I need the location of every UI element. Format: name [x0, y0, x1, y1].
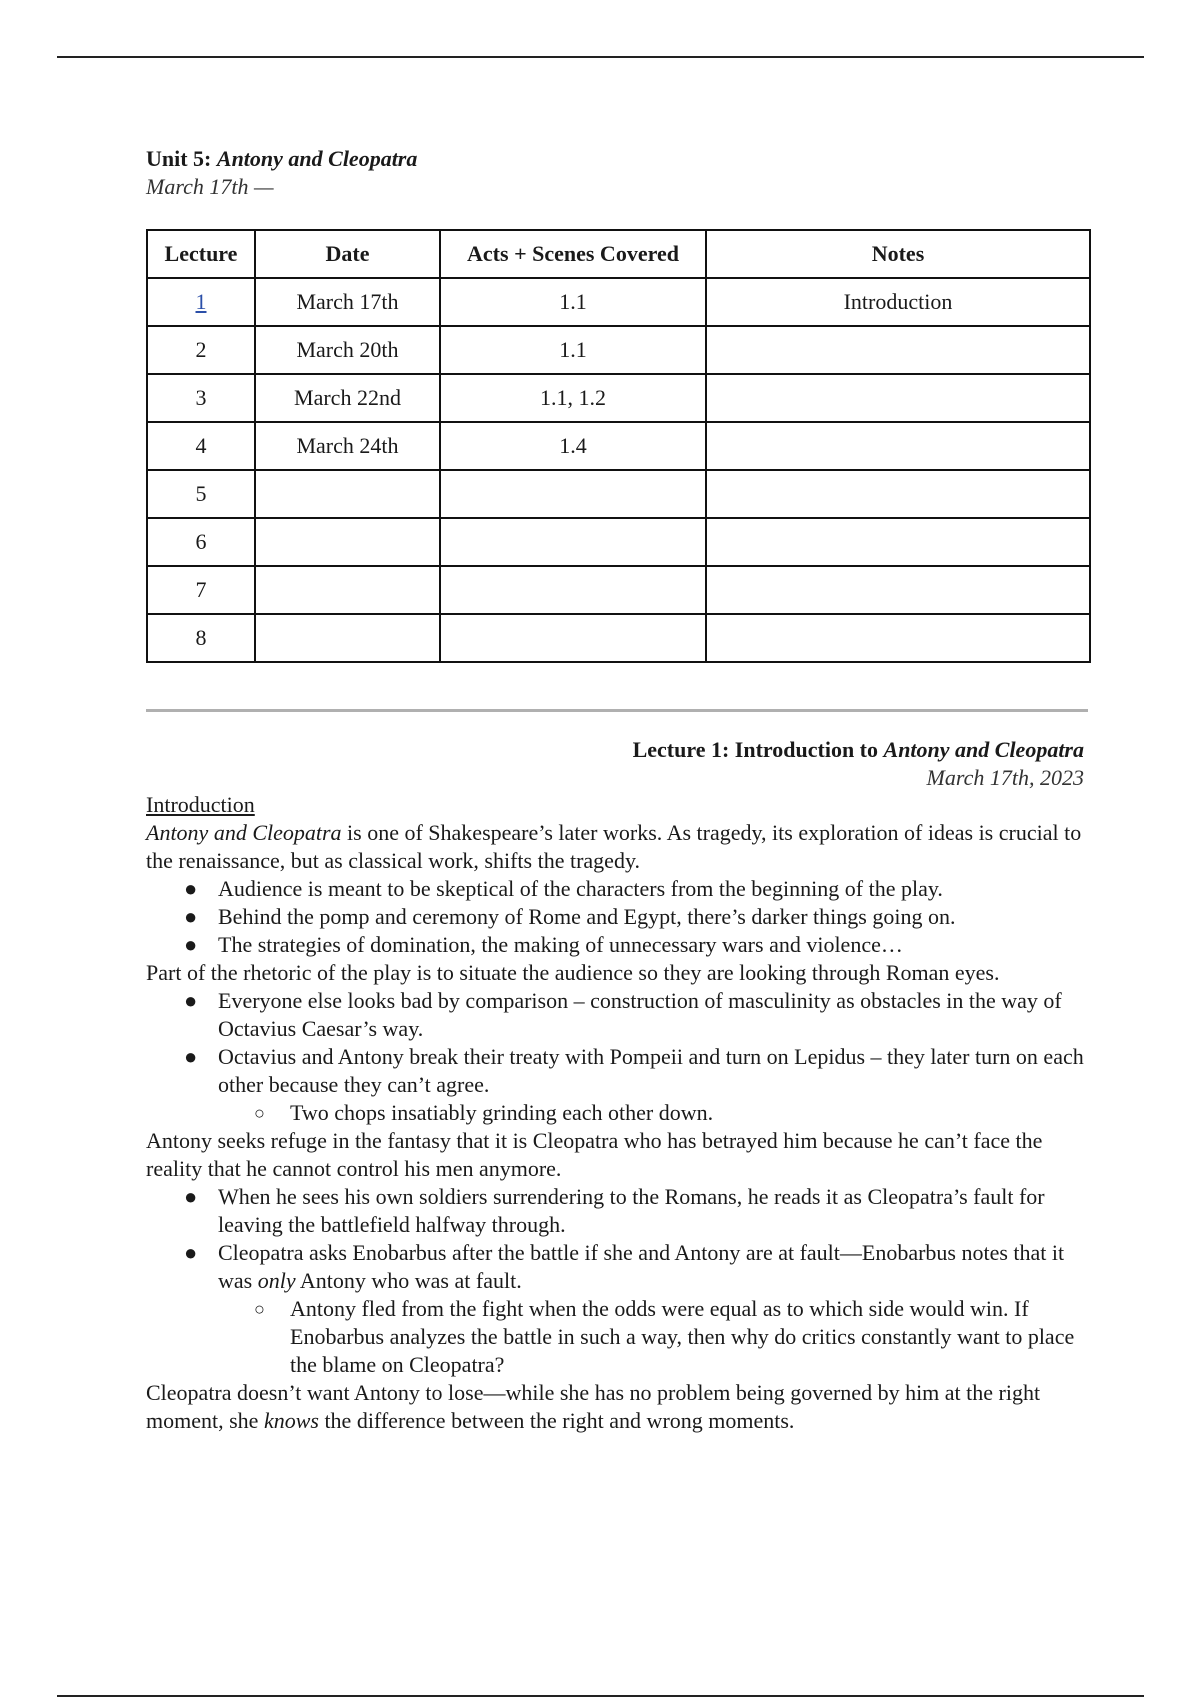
unit-title: Unit 5: Antony and Cleopatra	[146, 146, 418, 171]
header-notes: Notes	[706, 230, 1090, 278]
bullet-icon: ●	[184, 1184, 198, 1209]
lecture-cell: 5	[147, 470, 255, 518]
acts-cell	[440, 470, 706, 518]
acts-cell: 1.4	[440, 422, 706, 470]
table-row	[147, 470, 1090, 518]
acts-cell	[440, 614, 706, 662]
acts-cell: 1.1	[440, 326, 706, 374]
notes-cell	[706, 470, 1090, 518]
notes-cell	[706, 326, 1090, 374]
date-cell: March 17th	[255, 278, 440, 326]
lecture-cell: 8	[147, 614, 255, 662]
lecture-date: March 17th, 2023	[926, 765, 1084, 790]
lecture-cell: 6	[147, 518, 255, 566]
paragraph: Part of the rhetoric of the play is to situate the audience so they are looking through Roman eyes.	[146, 960, 1000, 985]
date-cell	[255, 470, 440, 518]
section-divider	[146, 709, 1088, 712]
paragraph: Cleopatra doesn’t want Antony to lose—while she has no problem being governed by him at the right moment, she knows the difference between the right and wrong moments.	[146, 1380, 1041, 1433]
lecture-cell: 7	[147, 566, 255, 614]
date-cell: March 24th	[255, 422, 440, 470]
lecture-1-link[interactable]: 1	[195, 289, 207, 314]
notes-cell	[706, 374, 1090, 422]
lecture-heading	[633, 736, 1084, 792]
header-rule	[57, 56, 1144, 58]
list-item: ● Everyone else looks bad by comparison – construction of masculinity as obstacles in the way of Octavius Caesar’s way.	[184, 988, 1062, 1041]
list-item: ○ Antony fled from the fight when the odds were equal as to which side would win. If Enobarbus analyzes the battle in such a way, then why do critics constantly want to place the blame on Cleopatra?	[254, 1296, 1075, 1377]
sub-bullet-list	[218, 1295, 1096, 1379]
header-date: Date	[255, 230, 440, 278]
paragraph: Antony seeks refuge in the fantasy that it is Cleopatra who has betrayed him because he can’t face the reality that he cannot control his men anymore.	[146, 1128, 1043, 1181]
header-lecture: Lecture	[147, 230, 255, 278]
header-acts-scenes: Acts + Scenes Covered	[440, 230, 706, 278]
lecture-cell	[147, 278, 255, 326]
list-item: ● When he sees his own soldiers surrendering to the Romans, he reads it as Cleopatra’s fault for leaving the battlefield halfway through.	[184, 1184, 1045, 1237]
date-cell: March 20th	[255, 326, 440, 374]
bullet-icon: ●	[184, 932, 198, 957]
acts-cell	[440, 518, 706, 566]
bullet-icon: ●	[184, 876, 198, 901]
table-row	[147, 566, 1090, 614]
lecture-schedule-table	[146, 229, 1091, 663]
list-item: ● Behind the pomp and ceremony of Rome and Egypt, there’s darker things going on.	[184, 904, 956, 929]
list-item: ● Audience is meant to be skeptical of the characters from the beginning of the play.	[184, 876, 943, 901]
list-item: ● Cleopatra asks Enobarbus after the battle if she and Antony are at fault—Enobarbus notes that it was only Antony who was at fault. ○ Antony fled from the fight when the odds were equal as to which side would win. If Enobarbus analyzes the battle in such a way, then why do critics constantly want to place the blame on Cleopatra?	[146, 1239, 1096, 1379]
bullet-icon: ●	[184, 1044, 198, 1069]
unit-header	[146, 145, 417, 201]
table-row	[147, 422, 1090, 470]
list-item: ● The strategies of domination, the making of unnecessary wars and violence…	[184, 932, 903, 957]
date-cell: March 22nd	[255, 374, 440, 422]
notes-cell: Introduction	[706, 278, 1090, 326]
bullet-list	[146, 875, 1096, 959]
table-row	[147, 374, 1090, 422]
table-row	[147, 278, 1090, 326]
lecture-title-work: Antony and Cleopatra	[883, 737, 1084, 762]
date-cell	[255, 614, 440, 662]
table-row	[147, 614, 1090, 662]
acts-cell	[440, 566, 706, 614]
date-cell	[255, 566, 440, 614]
intro-paragraph: Antony and Cleopatra is one of Shakespeare’s later works. As tragedy, its exploration of ideas is crucial to the renaissance, but as classical work, shifts the tragedy.	[146, 820, 1082, 873]
table-header-row	[147, 230, 1090, 278]
lecture-title: Lecture 1: Introduction to Antony and Cleopatra	[632, 737, 1084, 762]
unit-date: March 17th —	[146, 174, 274, 199]
list-item: ● Octavius and Antony break their treaty with Pompeii and turn on Lepidus – they later turn on each other because they can’t agree. ○ Two chops insatiably grinding each other down.	[146, 1043, 1096, 1127]
date-cell	[255, 518, 440, 566]
list-item: ○ Two chops insatiably grinding each other down.	[254, 1100, 714, 1125]
intro-work-title: Antony and Cleopatra	[146, 820, 342, 845]
bullet-icon: ●	[184, 904, 198, 929]
table-row	[147, 518, 1090, 566]
section-heading: Introduction	[146, 792, 255, 817]
lecture-cell: 4	[147, 422, 255, 470]
sub-bullet-list	[218, 1099, 1096, 1127]
bullet-list	[146, 987, 1096, 1127]
table-row	[147, 326, 1090, 374]
sub-bullet-icon: ○	[254, 1299, 265, 1319]
sub-bullet-icon: ○	[254, 1103, 265, 1123]
footer-rule	[57, 1695, 1144, 1697]
bullet-icon: ●	[184, 988, 198, 1013]
notes-cell	[706, 422, 1090, 470]
notes-cell	[706, 518, 1090, 566]
lecture-cell: 3	[147, 374, 255, 422]
unit-title-work: Antony and Cleopatra	[216, 146, 418, 171]
acts-cell: 1.1, 1.2	[440, 374, 706, 422]
acts-cell: 1.1	[440, 278, 706, 326]
bullet-icon: ●	[184, 1240, 198, 1265]
bullet-list	[146, 1183, 1096, 1379]
notes-cell	[706, 614, 1090, 662]
lecture-cell: 2	[147, 326, 255, 374]
notes-cell	[706, 566, 1090, 614]
lecture-notes	[146, 791, 1096, 1435]
